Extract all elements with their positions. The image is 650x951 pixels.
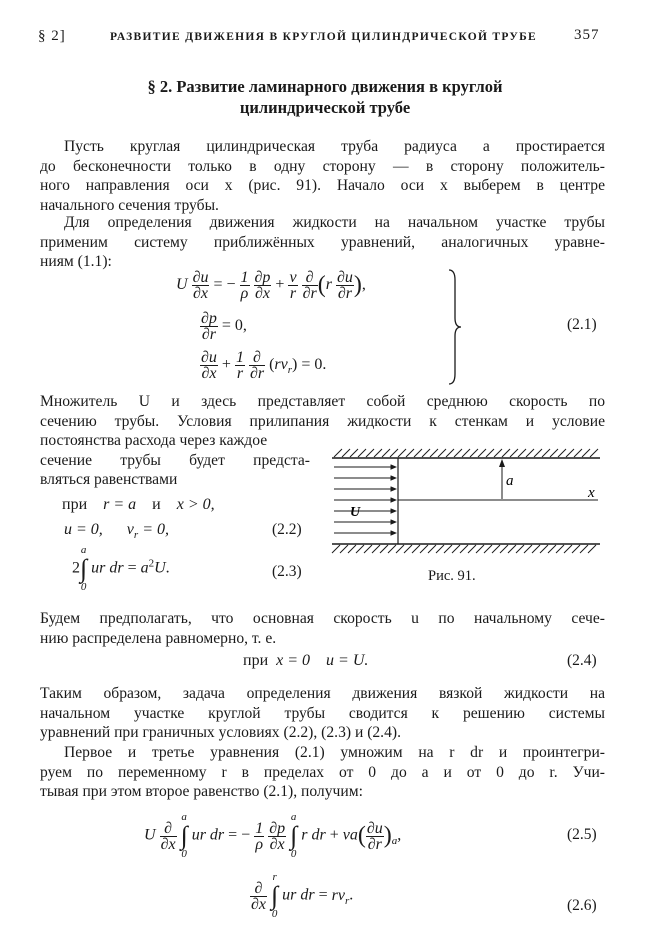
figure-caption: Рис. 91. bbox=[428, 568, 476, 584]
equation-number-2-1: (2.1) bbox=[567, 316, 597, 333]
brace bbox=[445, 268, 467, 386]
label-U: U bbox=[350, 505, 361, 520]
text-line: вляться равенствами bbox=[40, 471, 178, 488]
paragraph-2 bbox=[40, 213, 605, 272]
running-title: РАЗВИТИЕ ДВИЖЕНИЯ В КРУГЛОЙ ЦИЛИНДРИЧЕСКОЙ ТРУБЕ bbox=[110, 31, 538, 43]
text-line: Первое и третье уравнения (2.1) умножим на r dr и проинтегри- bbox=[64, 744, 605, 761]
page-number: 357 bbox=[574, 27, 600, 43]
paragraph-3-narrow bbox=[40, 431, 310, 490]
text-line: тывая при этом второе равенство (2.1), получим: bbox=[40, 783, 363, 800]
text-line: руем по переменному r в пределах от 0 до a и от 0 до r. Учи- bbox=[40, 763, 605, 781]
paragraph-6 bbox=[40, 743, 605, 802]
equation-number-2-5: (2.5) bbox=[567, 826, 597, 843]
equation-number-2-3: (2.3) bbox=[272, 563, 302, 580]
text-line: до бесконечности только в одну сторону — в сторону положитель- bbox=[40, 157, 605, 175]
equation-2-1-line2: $\frac{\partial p}{\partial r}$ = 0, bbox=[201, 310, 247, 343]
equation-2-6: $\frac{\partial}{\partial x}$ r ∫ 0 ur dr = $rv_r$. bbox=[251, 871, 354, 920]
text-line: применим систему приближённых уравнений, аналогичных уравне- bbox=[40, 233, 605, 251]
equation-number-2-6: (2.6) bbox=[567, 897, 597, 914]
velocity-profile-arrows bbox=[334, 467, 396, 533]
section-title-line1: § 2. Развитие ламинарного движения в круглой bbox=[147, 77, 503, 96]
text-line: сечение трубы будет предста- bbox=[40, 451, 310, 469]
text-line: Пусть круглая цилиндрическая труба радиуса a простирается bbox=[64, 138, 605, 155]
text-line: начального сечения трубы. bbox=[40, 196, 219, 214]
equation-number-2-2: (2.2) bbox=[272, 521, 302, 538]
text-line: постоянства расхода через каждое bbox=[40, 432, 268, 449]
text-line: уравнений при граничных условиях (2.2), (2.3) и (2.4). bbox=[40, 724, 401, 741]
paragraph-5 bbox=[40, 684, 605, 743]
paragraph-3 bbox=[40, 392, 605, 431]
paragraph-1 bbox=[40, 137, 605, 215]
top-wall-hatching bbox=[332, 449, 600, 458]
text-line: Множитель U и здесь представляет собой среднюю скорость по bbox=[40, 393, 605, 410]
label-x: x bbox=[588, 485, 595, 501]
text-line: Для определения движения жидкости на начальном участке трубы bbox=[64, 214, 605, 231]
condition-noslip: u = 0, $v_r = 0$, bbox=[64, 521, 169, 542]
paragraph-4 bbox=[40, 609, 605, 648]
equation-2-1-line1: U $\frac{\partial u}{\partial x}$ = − $\frac{1}{\rho}$ $\frac{\partial p}{\partial x}$ + $\frac{\nu}{r}$ $\frac{\partial}{\partial r}$ (r $\frac{\partial u}{\partial r}$ ), bbox=[176, 269, 366, 302]
label-a: a bbox=[506, 473, 514, 489]
equation-2-4: при x = 0 u = U. bbox=[243, 652, 369, 669]
text-line: Будем предполагать, что основная скорость u по начальному сече- bbox=[40, 610, 605, 627]
text-line: ниям (1.1): bbox=[40, 253, 112, 270]
figure-91 bbox=[330, 448, 602, 556]
text-line: нию распределена равномерно, т. е. bbox=[40, 629, 277, 647]
condition-flow: 2a ∫ 0 ur dr = $a^2U$. bbox=[72, 544, 170, 593]
equation-number-2-4: (2.4) bbox=[567, 652, 597, 669]
bottom-wall-hatching bbox=[332, 544, 600, 553]
condition-boundary: при r = a и x > 0, bbox=[62, 496, 215, 513]
text-line: начальном участке круглой трубы сводится к решению системы bbox=[40, 704, 605, 722]
section-title-line2: цилиндрической трубе bbox=[239, 98, 411, 117]
text-line: сечению трубы. Условия прилипания жидкости к стенкам и условие bbox=[40, 412, 605, 430]
equation-2-1-line3: $\frac{\partial u}{\partial x}$ + $\frac{1}{r}$ $\frac{\partial}{\partial r}$ $(rv_r) = 0$. bbox=[201, 349, 327, 382]
section-ref: § 2] bbox=[38, 28, 66, 44]
text-line: Таким образом, задача определения движения вязкой жидкости на bbox=[40, 685, 605, 702]
section-title bbox=[0, 76, 650, 118]
equation-2-5: U $\frac{\partial}{\partial x}$ a ∫ 0 ur dr = − $\frac{1}{\rho}$ $\frac{\partial p}{\partial x}$ a ∫ 0 r dr + νa( $\frac{\partial u}{\partial r}$ )$_a$, bbox=[144, 811, 402, 860]
text-line: ного направления оси x (рис. 91). Начало оси x выберем в центре bbox=[40, 177, 605, 194]
